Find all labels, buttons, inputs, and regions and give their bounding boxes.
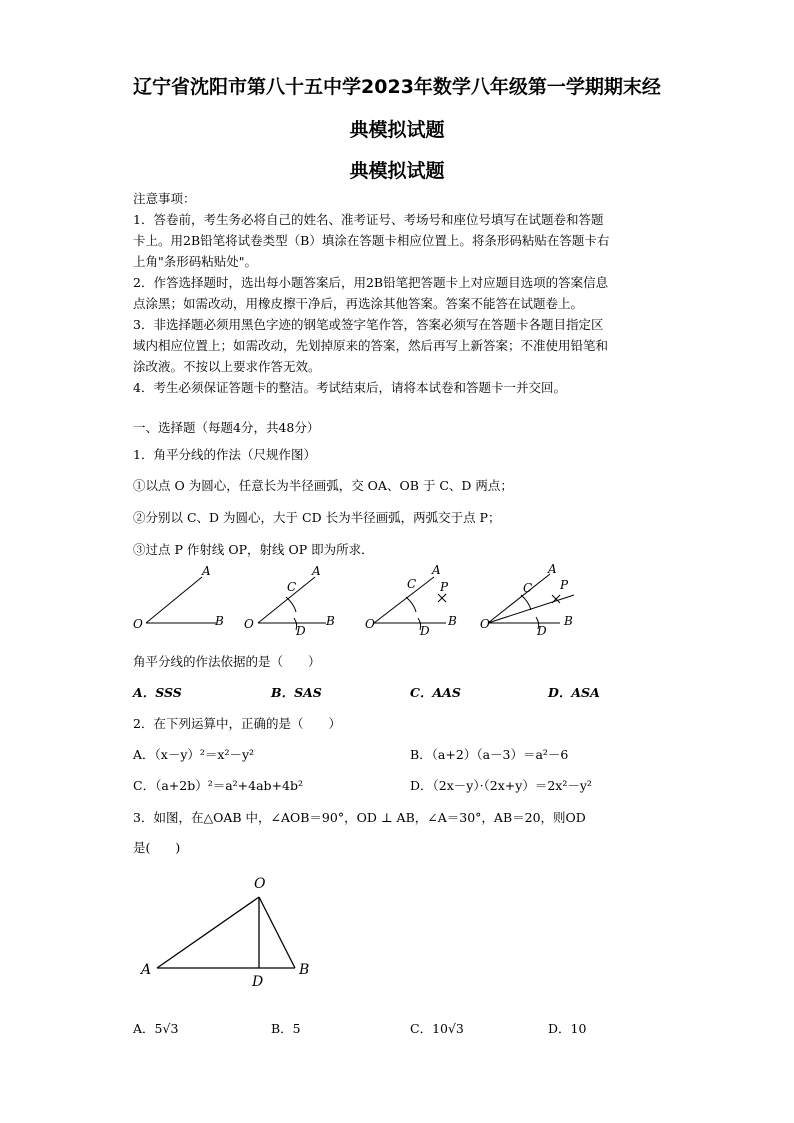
tri-label-B: B (299, 962, 310, 978)
tri-label-O: O (254, 876, 266, 892)
fig-label-C: C (407, 577, 417, 591)
q2-option-d[interactable]: D．（2x－y）·（2x+y）＝2x²－y² (410, 778, 592, 793)
title-line-3: 典模拟试题 (349, 160, 445, 182)
q1-step-1: ①以点 O 为圆心，任意长为半径画弧，交 OA、OB 于 C、D 两点； (133, 478, 513, 493)
q1-option-a[interactable]: A．SSS (133, 685, 182, 700)
tri-label-D: D (252, 974, 264, 990)
section-heading: 一、选择题（每题4分，共48分） (133, 420, 320, 435)
fig-label-D: D (420, 624, 430, 638)
fig-label-O: O (133, 617, 143, 631)
q3-stem-cont: 是( ) (133, 840, 181, 855)
q2-option-a[interactable]: A．（x－y）²＝x²－y² (133, 747, 255, 762)
fig-label-D: D (537, 624, 547, 638)
q1-option-d[interactable]: D．ASA (548, 685, 600, 700)
q2-option-b[interactable]: B．（a+2）（a－3）＝a²－6 (410, 747, 569, 762)
fig-label-B: B (564, 614, 573, 628)
notice-line: 4．考生必须保证答题卡的整洁。考试结束后，请将本试卷和答题卡一并交回。 (133, 380, 566, 395)
fig-label-B: B (215, 614, 224, 628)
q3-option-c[interactable]: C．10√3 (410, 1021, 464, 1036)
notice-line: 1．答卷前，考生务必将自己的姓名、准考证号、考场号和座位号填写在试题卷和答题 (133, 212, 604, 227)
notice-line: 涂改液。不按以上要求作答无效。 (133, 359, 321, 374)
q3-option-b[interactable]: B．5 (271, 1021, 301, 1036)
fig-label-C: C (287, 580, 297, 594)
fig-label-D: D (296, 624, 306, 638)
q3-option-d[interactable]: D．10 (548, 1021, 587, 1036)
title-line-1: 辽宁省沈阳市第八十五中学2023年数学八年级第一学期期末经 (133, 76, 661, 98)
fig-label-A: A (312, 564, 321, 578)
q1-option-c[interactable]: C．AAS (410, 685, 461, 700)
q2-option-c[interactable]: C．（a+2b）²＝a²+4ab+4b² (133, 778, 303, 793)
q3-option-a[interactable]: A．5√3 (133, 1021, 179, 1036)
notice-line: 3．非选择题必须用黑色字迹的钢笔或签字笔作答，答案必须写在答题卡各题目指定区 (133, 317, 604, 332)
fig-label-P: P (440, 580, 449, 594)
fig-label-A: A (432, 563, 441, 577)
title-line-2: 典模拟试题 (349, 119, 445, 141)
notice-heading: 注意事项： (133, 191, 196, 206)
notice-line: 域内相应位置上；如需改动，先划掉原来的答案，然后再写上新答案；不准使用铅笔和 (133, 338, 609, 353)
fig-label-A: A (548, 562, 557, 576)
fig-label-O: O (365, 617, 375, 631)
fig-label-B: B (326, 614, 335, 628)
q3-stem: 3．如图，在△OAB 中，∠AOB＝90°，OD ⊥ AB，∠A＝30°，AB＝20，则OD (133, 810, 586, 825)
triangle-figure (135, 868, 325, 993)
q1-step-2: ②分别以 C、D 为圆心，大于 CD 长为半径画弧，两弧交于点 P； (133, 510, 501, 525)
notice-line: 点涂黑；如需改动，用橡皮擦干净后，再选涂其他答案。答案不能答在试题卷上。 (133, 296, 584, 311)
fig-label-P: P (560, 578, 569, 592)
fig-label-B: B (448, 614, 457, 628)
notice-line: 卡上。用2B铅笔将试卷类型（B）填涂在答题卡相应位置上。将条形码粘贴在答题卡右 (133, 233, 610, 248)
tri-label-A: A (141, 962, 152, 978)
notice-line: 2．作答选择题时，选出每小题答案后，用2B铅笔把答题卡上对应题目选项的答案信息 (133, 275, 609, 290)
q1-stem: 1．角平分线的作法（尺规作图） (133, 447, 316, 462)
q1-option-b[interactable]: B．SAS (271, 685, 322, 700)
q2-stem: 2．在下列运算中，正确的是（ ） (133, 716, 341, 731)
q1-step-3: ③过点 P 作射线 OP，射线 OP 即为所求． (133, 542, 374, 557)
notice-line: 上角"条形码粘贴处"。 (133, 254, 257, 269)
fig-label-O: O (480, 617, 490, 631)
angle-bisector-figure (128, 560, 588, 645)
fig-label-O: O (244, 617, 254, 631)
q1-question: 角平分线的作法依据的是（ ） (133, 654, 321, 669)
fig-label-A: A (202, 564, 211, 578)
fig-label-C: C (523, 581, 533, 595)
